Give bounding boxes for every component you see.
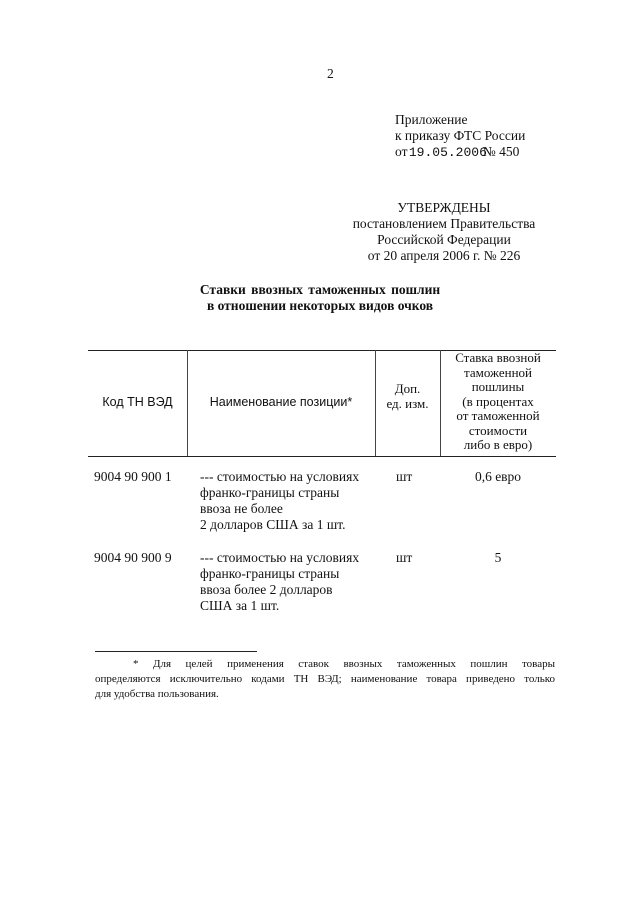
header-rate <box>440 351 556 453</box>
approved-line1: постановлением Правительства <box>352 216 536 231</box>
header-rate-line: стоимости <box>468 422 528 438</box>
row-name-line: --- стоимостью на условиях <box>200 469 360 484</box>
date-prefix: от <box>395 144 408 159</box>
row-name <box>200 469 359 533</box>
footnote-separator <box>95 651 257 652</box>
order-date: 19.05.2006 <box>408 145 487 160</box>
header-rate-line: таможенной <box>464 364 532 380</box>
footnote-line1: * Для целей применения ставок ввозных таможенных пошлин товары <box>133 658 555 670</box>
page-number: 2 <box>327 66 334 81</box>
header-rate-line: пошлины <box>471 379 525 394</box>
header-unit-line: Доп. <box>394 381 421 396</box>
header-unit-line: ед. изм. <box>386 396 429 411</box>
appendix-line1: Приложение <box>395 112 468 127</box>
row-name-line: ввоза не более <box>200 501 283 516</box>
row-name-line: франко-границы страны <box>200 566 340 581</box>
row-name-line: 2 долларов США за 1 шт. <box>200 517 346 532</box>
approved-title: УТВЕРЖДЕНЫ <box>397 200 491 215</box>
header-rate-line: от таможенной <box>456 408 540 423</box>
row-name-line: --- стоимостью на условиях <box>200 550 360 565</box>
row-code: 9004 90 900 9 <box>94 550 172 565</box>
row-name-line: франко-границы страны <box>200 485 340 500</box>
appendix-date-line <box>395 144 519 161</box>
row-name <box>200 550 359 614</box>
header-rate-line: либо в евро) <box>463 437 533 452</box>
table-header-bottom-border <box>88 456 556 457</box>
footnote-line3: для удобства пользования. <box>95 688 219 700</box>
row-name-line: ввоза более 2 долларов <box>200 582 333 597</box>
row-code: 9004 90 900 1 <box>94 469 172 484</box>
header-rate-line: (в процентах <box>462 393 534 409</box>
header-rate-line: Ставка ввозной <box>455 350 541 365</box>
row-unit: шт <box>396 469 413 484</box>
approved-line3: от 20 апреля 2006 г. № 226 <box>367 248 521 263</box>
appendix-line2: к приказу ФТС России <box>395 128 526 143</box>
header-code: Код ТН ВЭД <box>102 395 173 409</box>
header-unit <box>375 381 440 411</box>
document-title-line1: Ставки ввозных таможенных пошлин <box>199 282 441 297</box>
approved-line2: Российской Федерации <box>377 232 511 247</box>
footnote-line2: определяются исключительно кодами ТН ВЭД; наименование товара приведено только <box>95 673 555 685</box>
row-rate: 0,6 евро <box>474 469 522 484</box>
header-name: Наименование позиции* <box>209 395 353 409</box>
row-unit: шт <box>396 550 413 565</box>
row-name-line: США за 1 шт. <box>200 598 280 613</box>
row-rate: 5 <box>494 550 502 565</box>
document-title-line2: в отношении некоторых видов очков <box>206 298 434 313</box>
order-number: № 450 <box>482 144 520 159</box>
